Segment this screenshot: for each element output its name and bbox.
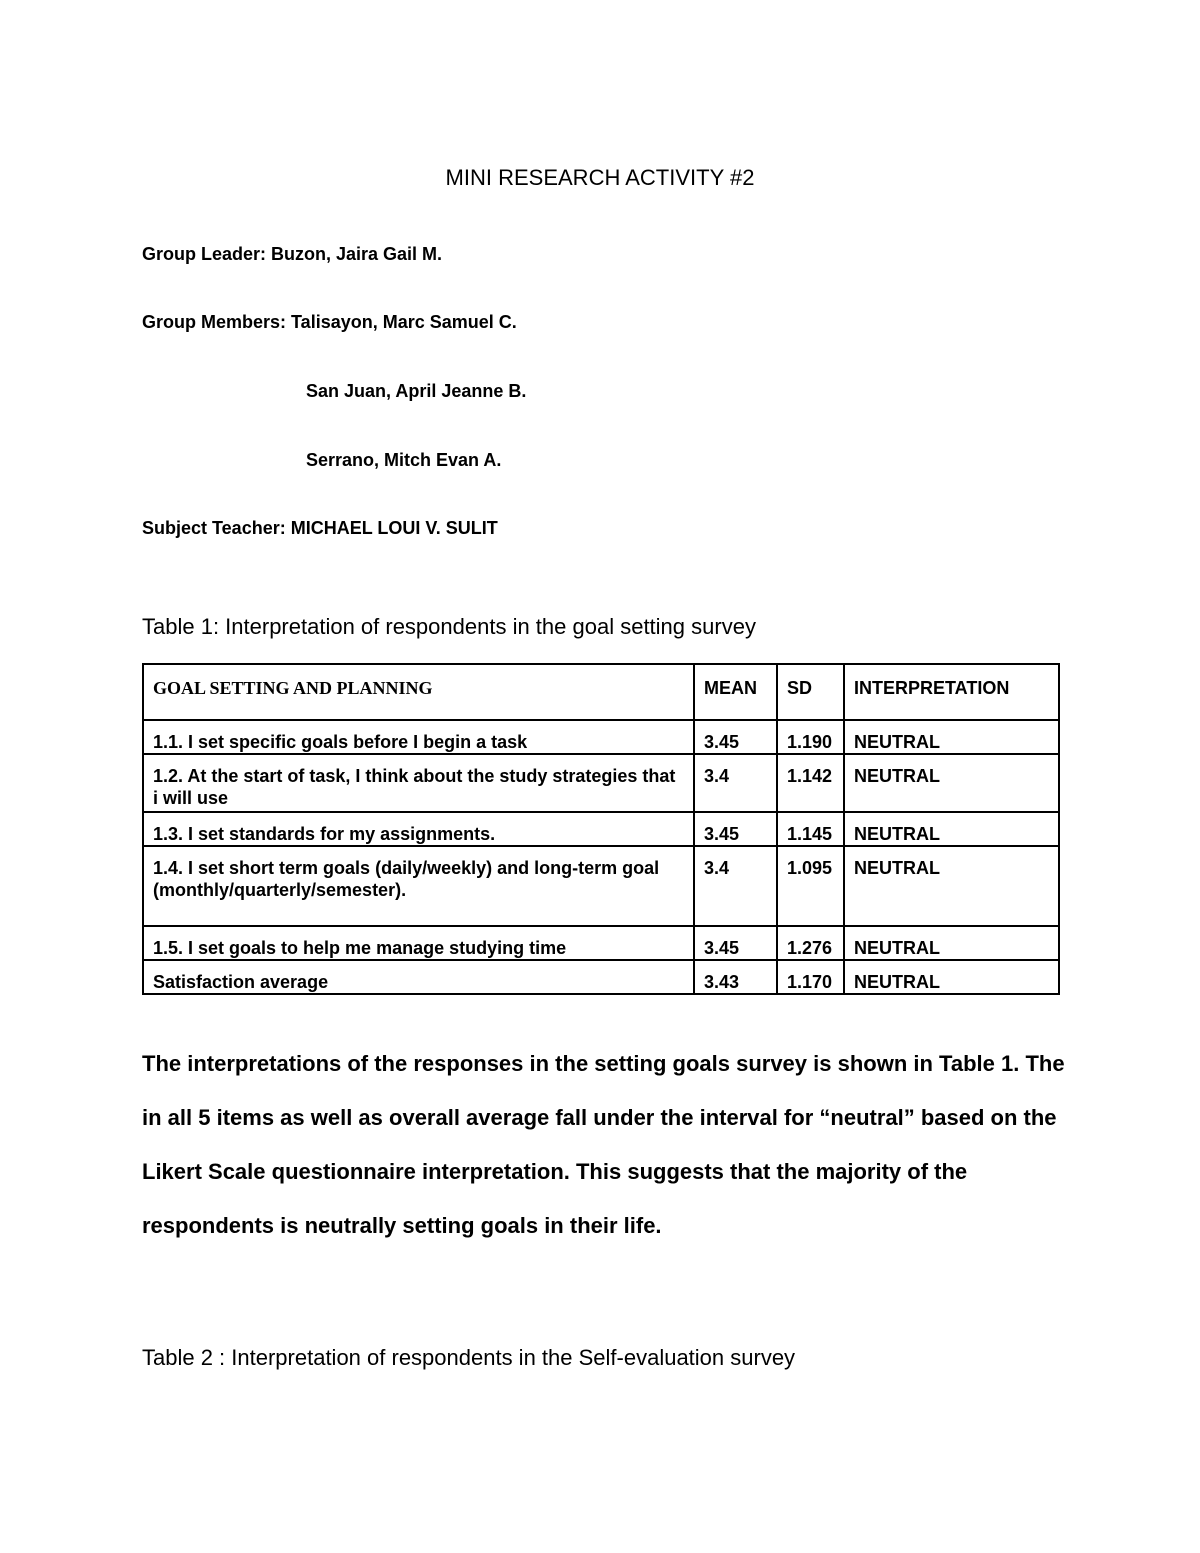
row-interpretation: NEUTRAL bbox=[844, 926, 1059, 960]
group-member-3: Serrano, Mitch Evan A. bbox=[306, 450, 502, 470]
table-row bbox=[143, 812, 1059, 846]
row-item: Satisfaction average bbox=[143, 960, 694, 994]
row-interpretation: NEUTRAL bbox=[844, 846, 1059, 926]
row-sd: 1.170 bbox=[777, 960, 844, 994]
row-sd: 1.142 bbox=[777, 754, 844, 812]
row-item: 1.5. I set goals to help me manage studying time bbox=[143, 926, 694, 960]
table-row bbox=[143, 754, 1059, 812]
row-item: 1.4. I set short term goals (daily/weekly) and long-term goal (monthly/quarterly/semester). bbox=[143, 846, 694, 926]
row-interpretation: NEUTRAL bbox=[844, 812, 1059, 846]
group-members: Group Members: Talisayon, Marc Samuel C. bbox=[142, 312, 517, 332]
row-interpretation: NEUTRAL bbox=[844, 960, 1059, 994]
table2-caption: Table 2 : Interpretation of respondents in the Self-evaluation survey bbox=[142, 1345, 796, 1370]
table-header-row bbox=[143, 664, 1059, 720]
row-mean: 3.4 bbox=[694, 846, 777, 926]
table-row bbox=[143, 846, 1059, 926]
row-mean: 3.45 bbox=[694, 720, 777, 754]
table-row bbox=[143, 926, 1059, 960]
interpretation-paragraph: The interpretations of the responses in the setting goals survey is shown in Table 1. The in all 5 items as well as overall average fall under the interval for “neutral” based on the Likert Scale questionnaire interpretation. This suggests that the majority of the respondents is neutrally setting goals in their life. bbox=[142, 1051, 1065, 1238]
row-sd: 1.190 bbox=[777, 720, 844, 754]
header-mean: MEAN bbox=[694, 664, 777, 720]
row-sd: 1.095 bbox=[777, 846, 844, 926]
table1-caption: Table 1: Interpretation of respondents in the goal setting survey bbox=[142, 614, 756, 639]
row-sd: 1.276 bbox=[777, 926, 844, 960]
group-leader: Group Leader: Buzon, Jaira Gail M. bbox=[142, 244, 443, 264]
row-mean: 3.4 bbox=[694, 754, 777, 812]
table-row-average bbox=[143, 960, 1059, 994]
row-item: 1.3. I set standards for my assignments. bbox=[143, 812, 694, 846]
row-item: 1.2. At the start of task, I think about the study strategies that i will use bbox=[143, 754, 694, 812]
goal-setting-table bbox=[142, 663, 1060, 995]
row-sd: 1.145 bbox=[777, 812, 844, 846]
header-goal-setting: GOAL SETTING AND PLANNING bbox=[143, 664, 694, 720]
subject-teacher: Subject Teacher: MICHAEL LOUI V. SULIT bbox=[142, 518, 498, 538]
header-sd: SD bbox=[777, 664, 844, 720]
row-interpretation: NEUTRAL bbox=[844, 720, 1059, 754]
row-mean: 3.45 bbox=[694, 812, 777, 846]
header-interpretation: INTERPRETATION bbox=[844, 664, 1059, 720]
page-title: MINI RESEARCH ACTIVITY #2 bbox=[445, 165, 755, 190]
table-row bbox=[143, 720, 1059, 754]
row-mean: 3.45 bbox=[694, 926, 777, 960]
row-item: 1.1. I set specific goals before I begin a task bbox=[143, 720, 694, 754]
row-interpretation: NEUTRAL bbox=[844, 754, 1059, 812]
group-member-2: San Juan, April Jeanne B. bbox=[306, 381, 527, 401]
row-mean: 3.43 bbox=[694, 960, 777, 994]
